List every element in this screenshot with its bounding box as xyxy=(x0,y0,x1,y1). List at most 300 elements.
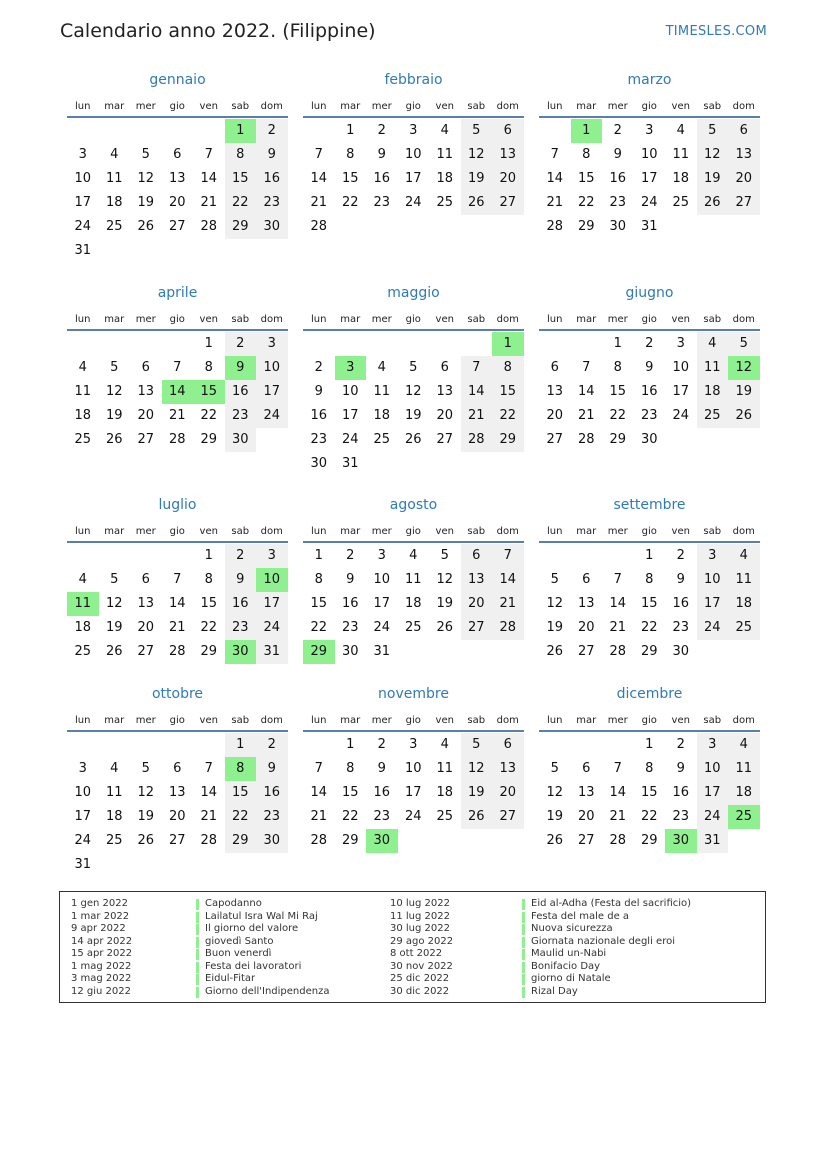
day-cell: 7 xyxy=(582,360,591,375)
day-cell: 31 xyxy=(697,829,729,853)
weekday-label: gio xyxy=(169,101,185,112)
month-settembre xyxy=(539,495,760,695)
weekday-label: dom xyxy=(496,715,519,726)
header-divider xyxy=(539,730,760,732)
day-cell: 23 xyxy=(341,620,359,635)
weekday-label: gio xyxy=(169,715,185,726)
day-cell: 20 xyxy=(137,620,155,635)
holiday-color-marker xyxy=(522,974,525,985)
weekday-label: mer xyxy=(135,101,156,112)
holiday-color-marker xyxy=(522,987,525,998)
day-cell: 1 xyxy=(645,548,654,563)
weekday-label: ven xyxy=(199,526,218,537)
day-cell: 29 xyxy=(640,644,658,659)
weekday-label: ven xyxy=(671,101,690,112)
month-name: agosto xyxy=(389,497,438,513)
weekday-label: ven xyxy=(199,314,218,325)
day-cell: 17 xyxy=(697,592,729,616)
day-cell: 18 xyxy=(105,809,123,824)
day-cell: 5 xyxy=(550,572,559,587)
day-cell: 3 xyxy=(409,123,418,138)
day-cell: 19 xyxy=(461,167,493,191)
day-cell: 20 xyxy=(577,620,595,635)
weekday-label: sab xyxy=(703,314,722,325)
day-cell: 22 xyxy=(341,195,359,210)
weekday-label: mar xyxy=(576,526,597,537)
day-cell: 22 xyxy=(200,620,218,635)
day-cell: 9 xyxy=(676,572,685,587)
day-cell: 28 xyxy=(168,432,186,447)
day-cell: 28 xyxy=(310,833,328,848)
day-cell: 23 xyxy=(225,404,257,428)
day-cell: 19 xyxy=(728,380,760,404)
day-cell: 24 xyxy=(373,620,391,635)
day-cell: 27 xyxy=(137,432,155,447)
day-cell: 18 xyxy=(74,408,92,423)
holiday-name: Eid al-Adha (Festa del sacrificio) xyxy=(531,898,692,909)
weekday-label: gio xyxy=(405,314,421,325)
weekday-label: mar xyxy=(340,526,361,537)
day-cell: 6 xyxy=(582,761,591,776)
day-cell: 7 xyxy=(314,147,323,162)
day-cell: 27 xyxy=(492,805,524,829)
day-cell: 9 xyxy=(256,757,288,781)
day-cell: 31 xyxy=(341,456,359,471)
day-cell: 6 xyxy=(141,572,150,587)
header-divider xyxy=(303,541,524,543)
day-cell: 16 xyxy=(225,380,257,404)
day-cell: 15 xyxy=(225,167,257,191)
day-cell: 4 xyxy=(440,737,449,752)
day-cell: 21 xyxy=(310,195,328,210)
holiday-name: Eidul-Fitar xyxy=(205,973,256,984)
day-cell: 7 xyxy=(492,544,524,568)
weekday-label: gio xyxy=(405,715,421,726)
day-cell: 3 xyxy=(645,123,654,138)
day-cell: 2 xyxy=(613,123,622,138)
day-cell: 9 xyxy=(645,360,654,375)
holiday-day-cell: 1 xyxy=(225,119,257,143)
day-cell: 16 xyxy=(609,171,627,186)
day-cell: 2 xyxy=(377,737,386,752)
day-cell: 30 xyxy=(225,428,257,452)
day-cell: 27 xyxy=(168,833,186,848)
weekday-label: dom xyxy=(260,526,283,537)
holiday-day-cell: 10 xyxy=(256,568,288,592)
weekday-label: gio xyxy=(405,526,421,537)
day-cell: 1 xyxy=(225,733,257,757)
day-cell: 12 xyxy=(546,596,564,611)
brand-link[interactable]: TIMESLES.COM xyxy=(665,24,767,39)
day-cell: 17 xyxy=(256,380,288,404)
day-cell: 21 xyxy=(310,809,328,824)
month-aprile xyxy=(67,283,288,483)
day-cell: 20 xyxy=(137,408,155,423)
day-cell: 10 xyxy=(256,356,288,380)
day-cell: 19 xyxy=(137,195,155,210)
holiday-name: Rizal Day xyxy=(531,985,578,997)
day-cell: 11 xyxy=(436,147,454,162)
day-cell: 27 xyxy=(577,644,595,659)
day-cell: 14 xyxy=(310,171,328,186)
day-cell: 30 xyxy=(310,456,328,471)
month-novembre xyxy=(303,684,524,884)
day-cell: 5 xyxy=(141,147,150,162)
day-cell: 16 xyxy=(310,408,328,423)
holiday-day-cell: 30 xyxy=(366,829,398,853)
weekday-label: mer xyxy=(135,715,156,726)
day-cell: 6 xyxy=(173,761,182,776)
day-cell: 16 xyxy=(256,167,288,191)
header-divider xyxy=(303,116,524,118)
day-cell: 7 xyxy=(314,761,323,776)
day-cell: 4 xyxy=(728,544,760,568)
day-cell: 21 xyxy=(168,620,186,635)
day-cell: 8 xyxy=(204,360,213,375)
day-cell: 29 xyxy=(225,215,257,239)
day-cell: 13 xyxy=(492,143,524,167)
day-cell: 19 xyxy=(461,781,493,805)
day-cell: 1 xyxy=(346,737,355,752)
day-cell: 4 xyxy=(110,147,119,162)
day-cell: 7 xyxy=(461,356,493,380)
day-cell: 9 xyxy=(225,568,257,592)
day-cell: 14 xyxy=(577,384,595,399)
day-cell: 24 xyxy=(256,404,288,428)
day-cell: 25 xyxy=(373,432,391,447)
day-cell: 10 xyxy=(672,360,690,375)
day-cell: 3 xyxy=(697,733,729,757)
day-cell: 10 xyxy=(697,757,729,781)
month-luglio xyxy=(67,495,288,695)
day-cell: 10 xyxy=(404,147,422,162)
day-cell: 22 xyxy=(492,404,524,428)
holiday-day-cell: 3 xyxy=(335,356,367,380)
day-cell: 27 xyxy=(728,191,760,215)
day-cell: 30 xyxy=(256,829,288,853)
day-cell: 16 xyxy=(640,384,658,399)
day-cell: 28 xyxy=(609,833,627,848)
day-cell: 13 xyxy=(137,596,155,611)
day-cell: 14 xyxy=(200,785,218,800)
holiday-date: 8 ott 2022 xyxy=(390,948,443,959)
day-cell: 29 xyxy=(609,432,627,447)
day-cell: 21 xyxy=(609,620,627,635)
day-cell: 23 xyxy=(225,616,257,640)
day-cell: 8 xyxy=(645,572,654,587)
weekday-label: mar xyxy=(340,101,361,112)
month-ottobre xyxy=(67,684,288,884)
month-name: novembre xyxy=(378,686,449,702)
day-cell: 13 xyxy=(168,785,186,800)
day-cell: 10 xyxy=(697,568,729,592)
day-cell: 4 xyxy=(78,360,87,375)
holiday-day-cell: 30 xyxy=(665,829,697,853)
day-cell: 13 xyxy=(137,384,155,399)
weekday-label: sab xyxy=(703,526,722,537)
day-cell: 21 xyxy=(546,195,564,210)
day-cell: 9 xyxy=(314,384,323,399)
weekday-label: dom xyxy=(732,314,755,325)
holiday-day-cell: 29 xyxy=(303,640,335,664)
day-cell: 13 xyxy=(728,143,760,167)
month-dicembre xyxy=(539,684,760,884)
day-cell: 17 xyxy=(697,781,729,805)
holiday-name: Maulid un-Nabi xyxy=(531,948,607,959)
day-cell: 28 xyxy=(461,428,493,452)
weekday-label: ven xyxy=(671,526,690,537)
day-cell: 28 xyxy=(310,219,328,234)
weekday-label: lun xyxy=(311,715,327,726)
day-cell: 22 xyxy=(609,408,627,423)
day-cell: 14 xyxy=(609,785,627,800)
weekday-label: lun xyxy=(75,314,91,325)
weekday-label: sab xyxy=(231,526,250,537)
day-cell: 21 xyxy=(609,809,627,824)
day-cell: 3 xyxy=(256,544,288,568)
day-cell: 9 xyxy=(676,761,685,776)
day-cell: 16 xyxy=(373,785,391,800)
weekday-label: ven xyxy=(671,715,690,726)
weekday-label: mer xyxy=(607,314,628,325)
day-cell: 11 xyxy=(105,171,123,186)
month-febbraio xyxy=(303,70,524,270)
weekday-label: mar xyxy=(340,715,361,726)
day-cell: 28 xyxy=(168,644,186,659)
holiday-date: 14 apr 2022 xyxy=(71,935,133,947)
legend-row xyxy=(60,961,760,974)
day-cell: 7 xyxy=(204,147,213,162)
day-cell: 28 xyxy=(577,432,595,447)
day-cell: 6 xyxy=(492,119,524,143)
day-cell: 21 xyxy=(200,809,218,824)
day-cell: 24 xyxy=(256,616,288,640)
day-cell: 8 xyxy=(582,147,591,162)
day-cell: 6 xyxy=(141,360,150,375)
day-cell: 21 xyxy=(492,592,524,616)
weekday-label: sab xyxy=(231,314,250,325)
day-cell: 10 xyxy=(74,171,92,186)
day-cell: 14 xyxy=(492,568,524,592)
day-cell: 25 xyxy=(74,644,92,659)
month-gennaio xyxy=(67,70,288,270)
day-cell: 7 xyxy=(204,761,213,776)
weekday-label: mer xyxy=(607,526,628,537)
day-cell: 26 xyxy=(461,805,493,829)
day-cell: 2 xyxy=(377,123,386,138)
holiday-name: Giorno dell'Indipendenza xyxy=(205,985,330,997)
day-cell: 19 xyxy=(404,408,422,423)
day-cell: 5 xyxy=(461,733,493,757)
weekday-label: sab xyxy=(467,715,486,726)
day-cell: 25 xyxy=(728,616,760,640)
day-cell: 27 xyxy=(577,833,595,848)
day-cell: 11 xyxy=(672,147,690,162)
day-cell: 22 xyxy=(225,805,257,829)
day-cell: 26 xyxy=(728,404,760,428)
legend-row xyxy=(60,948,760,961)
holiday-color-marker xyxy=(522,937,525,948)
weekday-label: lun xyxy=(547,314,563,325)
header-divider xyxy=(67,730,288,732)
day-cell: 22 xyxy=(310,620,328,635)
holiday-day-cell: 30 xyxy=(225,640,257,664)
holiday-date: 3 mag 2022 xyxy=(71,973,132,984)
holiday-date: 1 mag 2022 xyxy=(71,960,132,972)
day-cell: 23 xyxy=(256,805,288,829)
day-cell: 14 xyxy=(546,171,564,186)
day-cell: 4 xyxy=(110,761,119,776)
day-cell: 1 xyxy=(613,336,622,351)
day-cell: 20 xyxy=(728,167,760,191)
holiday-name: Nuova sicurezza xyxy=(531,923,613,934)
holiday-color-marker xyxy=(522,949,525,960)
day-cell: 1 xyxy=(314,548,323,563)
day-cell: 20 xyxy=(577,809,595,824)
day-cell: 13 xyxy=(546,384,564,399)
day-cell: 15 xyxy=(640,596,658,611)
holiday-name: Buon venerdì xyxy=(205,948,272,959)
month-name: settembre xyxy=(613,497,686,513)
header-divider xyxy=(303,329,524,331)
day-cell: 2 xyxy=(256,119,288,143)
month-name: luglio xyxy=(158,497,197,513)
day-cell: 18 xyxy=(105,195,123,210)
day-cell: 29 xyxy=(341,833,359,848)
weekday-label: gio xyxy=(641,101,657,112)
day-cell: 16 xyxy=(373,171,391,186)
month-giugno xyxy=(539,283,760,483)
day-cell: 14 xyxy=(310,785,328,800)
day-cell: 19 xyxy=(697,167,729,191)
day-cell: 17 xyxy=(341,408,359,423)
holiday-day-cell: 15 xyxy=(193,380,225,404)
month-name: maggio xyxy=(387,285,440,301)
day-cell: 4 xyxy=(676,123,685,138)
day-cell: 24 xyxy=(672,408,690,423)
holiday-day-cell: 1 xyxy=(571,119,603,143)
day-cell: 16 xyxy=(256,781,288,805)
day-cell: 5 xyxy=(697,119,729,143)
day-cell: 15 xyxy=(225,781,257,805)
day-cell: 23 xyxy=(373,195,391,210)
header-divider xyxy=(539,329,760,331)
weekday-label: sab xyxy=(703,101,722,112)
day-cell: 7 xyxy=(613,761,622,776)
day-cell: 31 xyxy=(256,640,288,664)
day-cell: 30 xyxy=(341,644,359,659)
day-cell: 26 xyxy=(404,432,422,447)
day-cell: 17 xyxy=(404,171,422,186)
weekday-label: mar xyxy=(576,715,597,726)
weekday-label: lun xyxy=(75,715,91,726)
day-cell: 23 xyxy=(310,432,328,447)
day-cell: 7 xyxy=(173,360,182,375)
day-cell: 6 xyxy=(440,360,449,375)
day-cell: 2 xyxy=(676,548,685,563)
weekday-label: lun xyxy=(547,715,563,726)
day-cell: 13 xyxy=(577,785,595,800)
day-cell: 2 xyxy=(225,332,257,356)
legend-row xyxy=(60,986,760,999)
day-cell: 4 xyxy=(697,332,729,356)
day-cell: 5 xyxy=(461,119,493,143)
day-cell: 13 xyxy=(461,568,493,592)
weekday-label: mar xyxy=(104,715,125,726)
day-cell: 24 xyxy=(697,616,729,640)
month-maggio xyxy=(303,283,524,483)
day-cell: 18 xyxy=(404,596,422,611)
day-cell: 8 xyxy=(225,143,257,167)
holiday-name: Capodanno xyxy=(205,898,262,909)
day-cell: 18 xyxy=(373,408,391,423)
header-divider xyxy=(539,541,760,543)
weekday-label: ven xyxy=(435,526,454,537)
day-cell: 11 xyxy=(728,757,760,781)
weekday-label: lun xyxy=(547,526,563,537)
day-cell: 20 xyxy=(492,781,524,805)
weekday-label: mer xyxy=(371,314,392,325)
day-cell: 21 xyxy=(461,404,493,428)
day-cell: 12 xyxy=(137,171,155,186)
day-cell: 15 xyxy=(609,384,627,399)
day-cell: 7 xyxy=(173,572,182,587)
day-cell: 20 xyxy=(492,167,524,191)
month-name: gennaio xyxy=(149,72,206,88)
day-cell: 31 xyxy=(373,644,391,659)
day-cell: 29 xyxy=(225,829,257,853)
holiday-name: Bonifacio Day xyxy=(531,960,601,972)
day-cell: 13 xyxy=(168,171,186,186)
header-divider xyxy=(67,541,288,543)
day-cell: 11 xyxy=(728,568,760,592)
day-cell: 22 xyxy=(341,809,359,824)
day-cell: 5 xyxy=(110,360,119,375)
day-cell: 2 xyxy=(314,360,323,375)
day-cell: 19 xyxy=(105,620,123,635)
day-cell: 27 xyxy=(137,644,155,659)
holiday-day-cell: 11 xyxy=(67,592,99,616)
weekday-label: lun xyxy=(75,526,91,537)
day-cell: 15 xyxy=(640,785,658,800)
day-cell: 5 xyxy=(440,548,449,563)
day-cell: 29 xyxy=(200,432,218,447)
weekday-label: ven xyxy=(435,101,454,112)
day-cell: 8 xyxy=(204,572,213,587)
holiday-date: 15 apr 2022 xyxy=(71,948,133,959)
day-cell: 22 xyxy=(640,809,658,824)
day-cell: 5 xyxy=(110,572,119,587)
weekday-label: ven xyxy=(435,715,454,726)
day-cell: 24 xyxy=(404,195,422,210)
day-cell: 6 xyxy=(492,733,524,757)
day-cell: 3 xyxy=(78,147,87,162)
day-cell: 26 xyxy=(546,644,564,659)
holiday-day-cell: 14 xyxy=(162,380,194,404)
holiday-date: 30 nov 2022 xyxy=(390,960,453,972)
day-cell: 31 xyxy=(640,219,658,234)
day-cell: 4 xyxy=(409,548,418,563)
day-cell: 2 xyxy=(256,733,288,757)
day-cell: 15 xyxy=(310,596,328,611)
day-cell: 14 xyxy=(609,596,627,611)
day-cell: 24 xyxy=(74,219,92,234)
day-cell: 10 xyxy=(404,761,422,776)
weekday-label: dom xyxy=(496,314,519,325)
holiday-date: 30 lug 2022 xyxy=(390,923,450,934)
legend-row xyxy=(60,923,760,936)
legend-row xyxy=(60,936,760,949)
